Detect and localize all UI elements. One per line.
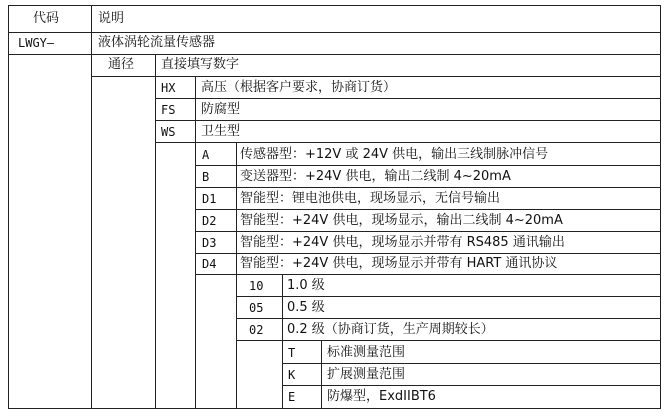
accuracy-desc: 0.5 级 [287, 300, 325, 315]
header-code: 代码 [33, 11, 60, 26]
output-code: D1 [202, 192, 217, 206]
output-desc: 智能型：+24V 供电，现场显示，输出二线制 4~20mA [240, 213, 563, 228]
output-desc: 变送器型：+24V 供电，输出二线制 4~20mA [240, 169, 511, 184]
pressure-code: FS [161, 103, 176, 117]
accuracy-code: 02 [249, 323, 264, 337]
output-code: D4 [202, 257, 217, 271]
pressure-desc: 卫生型 [201, 124, 241, 139]
accuracy-code: 05 [249, 301, 264, 315]
output-code: D2 [202, 214, 217, 228]
model-code: LWGY— [18, 36, 55, 50]
pressure-code: WS [161, 125, 176, 139]
output-desc: 智能型：锂电池供电，现场显示，无信号输出 [240, 191, 501, 206]
diameter-label: 通径 [108, 57, 135, 72]
output-code: B [202, 170, 210, 184]
output-code: A [202, 148, 210, 162]
range-desc: 扩展测量范围 [327, 367, 406, 382]
pressure-desc: 防腐型 [201, 102, 241, 117]
diameter-desc: 直接填写数字 [161, 57, 240, 72]
model-desc: 液体涡轮流量传感器 [98, 35, 216, 50]
pressure-desc: 高压（根据客户要求，协商订货） [201, 80, 397, 95]
accuracy-desc: 0.2 级（协商订货，生产周期较长） [287, 322, 494, 337]
output-code: D3 [202, 236, 217, 250]
range-code: T [288, 346, 296, 360]
range-desc: 标准测量范围 [327, 345, 406, 360]
header-desc: 说明 [98, 11, 125, 26]
range-code: K [288, 368, 296, 382]
range-desc: 防爆型，ExdIIBT6 [327, 389, 436, 404]
output-desc: 传感器型：+12V 或 24V 供电，输出三线制脉冲信号 [240, 147, 549, 162]
accuracy-desc: 1.0 级 [287, 278, 325, 293]
output-desc: 智能型：+24V 供电，现场显示并带有 HART 通讯协议 [240, 256, 558, 271]
pressure-code: HX [161, 81, 176, 95]
output-desc: 智能型：+24V 供电，现场显示并带有 RS485 通讯输出 [240, 235, 565, 250]
accuracy-code: 10 [249, 279, 264, 293]
range-code: E [288, 390, 296, 404]
